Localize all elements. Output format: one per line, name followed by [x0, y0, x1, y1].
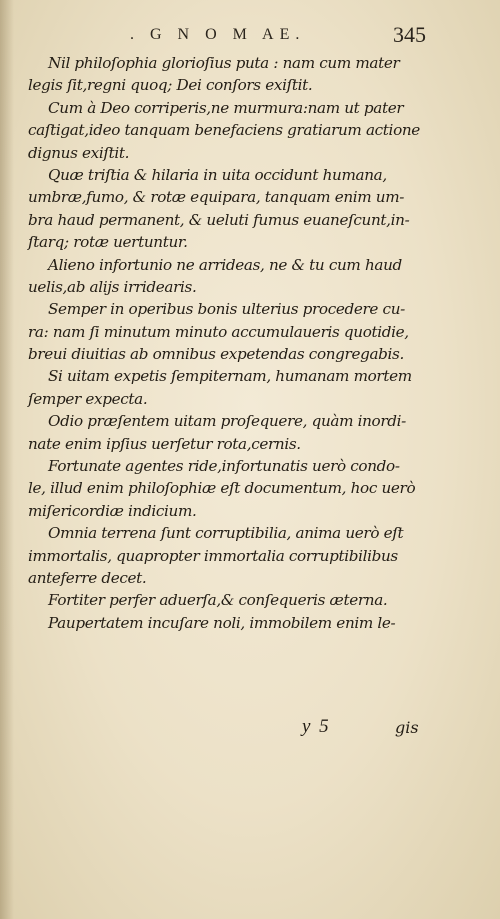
text-line: caſtigat,ideo tanquam benefaciens gratiarum actione	[28, 121, 420, 140]
page-header	[40, 24, 430, 54]
running-title: . G N O M AE.	[130, 26, 306, 43]
text-line: Paupertatem incuſare noli, immobilem enim le-	[48, 613, 396, 632]
text-line: Semper in operibus bonis ulterius procedere cu-	[48, 300, 405, 319]
text-line: uelis,ab alijs irridearis.	[28, 277, 197, 296]
signature-mark: y 5	[302, 716, 331, 737]
text-line: Nil philoſophia glorioſius puta : nam cum mater	[48, 54, 400, 72]
text-line: ſemper expecta.	[28, 389, 148, 408]
text-line: dignus exiſtit.	[28, 143, 130, 162]
text-line: breui diuitias ab omnibus expetendas congregabis.	[28, 345, 404, 364]
text-line: ra: nam ſi minutum minuto accumulaueris quotidie,	[28, 322, 409, 341]
binding-shadow	[0, 0, 14, 919]
text-block	[28, 52, 428, 634]
text-line: nate enim ipſius uerſetur rota,cernis.	[28, 434, 301, 453]
text-line: Si uitam expetis ſempiternam, humanam mortem	[48, 367, 412, 386]
text-line: Cum à Deo corriperis,ne murmura:nam ut pater	[48, 98, 404, 117]
text-line: legis ſit,regni quoq; Dei conſors exiſtit.	[28, 76, 313, 95]
text-line: immortalis, quapropter immortalia corruptibilibus	[28, 546, 398, 565]
text-line: Fortiter perfer aduerſa,& conſequeris æterna.	[48, 591, 388, 610]
text-line: umbræ,fumo, & rotæ equipara, tanquam enim um-	[28, 188, 405, 207]
text-line: Odio præſentem uitam proſequere, quàm inordi-	[48, 412, 406, 431]
text-line: Alieno infortunio ne arrideas, ne & tu cum haud	[48, 255, 402, 274]
text-line: le, illud enim philoſophiæ eſt documentum, hoc uerò	[28, 479, 416, 498]
text-line: Fortunate agentes ride,infortunatis uerò condo-	[48, 457, 400, 476]
page-number: 345	[393, 22, 426, 47]
text-line: ſtarq; rotæ uertuntur.	[28, 233, 188, 252]
text-line: Quæ triſtia & hilaria in uita occidunt humana,	[48, 165, 387, 184]
text-line: Omnia terrena ſunt corruptibilia, anima uerò eſt	[48, 524, 404, 543]
page-footer	[40, 714, 430, 744]
text-line: miſericordiæ indicium.	[28, 501, 197, 520]
text-line: anteferre decet.	[28, 568, 147, 587]
text-line: bra haud permanent, & ueluti fumus euaneſcunt,in-	[28, 210, 410, 229]
catchword: gis	[395, 718, 419, 737]
